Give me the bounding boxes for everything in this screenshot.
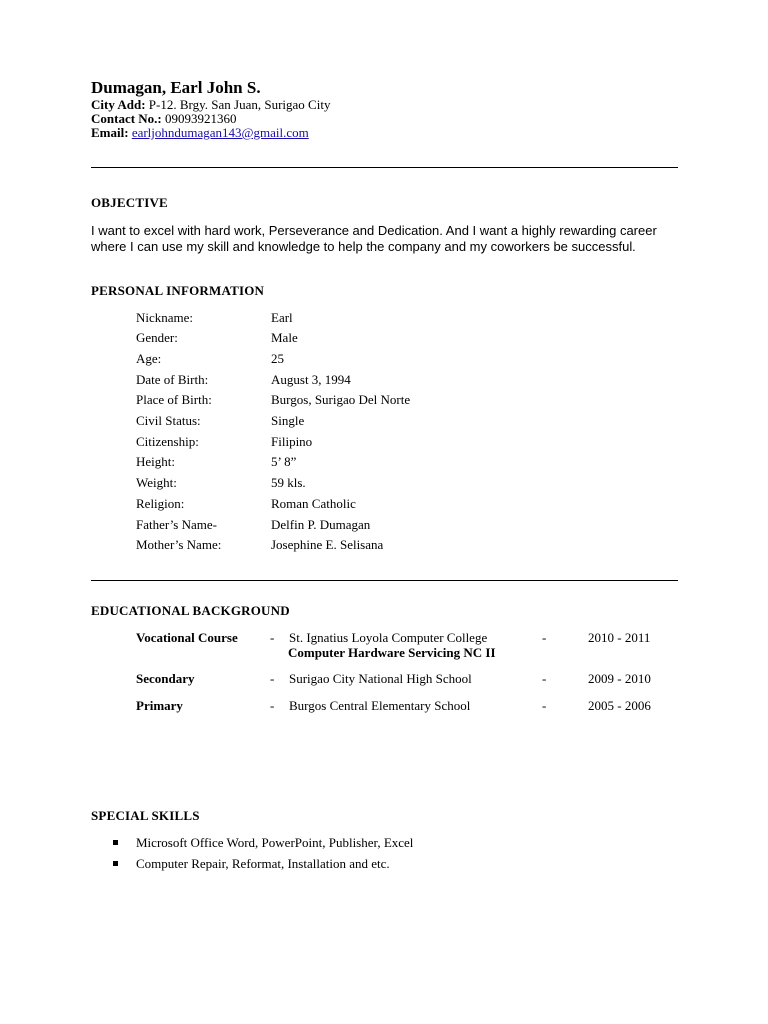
pi-value-pob: Burgos, Surigao Del Norte [271, 392, 411, 407]
edu-school-primary: Burgos Central Elementary School [289, 698, 471, 713]
pi-value-age: 25 [271, 351, 284, 366]
objective-text [91, 223, 671, 254]
pi-label-weight: Weight: [136, 475, 177, 490]
edu-years-secondary: 2009 - 2010 [588, 671, 651, 686]
pi-label-pob: Place of Birth: [136, 392, 212, 407]
edu-dash: - [542, 671, 547, 686]
skill-item: Computer Repair, Reformat, Installation and etc. [136, 856, 390, 871]
pi-value-father: Delfin P. Dumagan [271, 517, 371, 532]
pi-value-weight: 59 kls. [271, 475, 306, 490]
pi-label-height: Height: [136, 454, 175, 469]
objective-end: . [632, 238, 636, 254]
pi-value-dob: August 3, 1994 [271, 372, 351, 387]
bullet-icon [113, 840, 118, 845]
address-label: City Add: [91, 97, 146, 112]
edu-dash: - [270, 698, 275, 713]
contact-value: 09093921360 [165, 111, 237, 126]
edu-school-secondary: Surigao City National High School [289, 671, 472, 686]
edu-detail-vocational: Computer Hardware Servicing NC II [288, 645, 496, 660]
pi-label-father: Father’s Name- [136, 517, 217, 532]
skill-item: Microsoft Office Word, PowerPoint, Publisher, Excel [136, 835, 414, 850]
edu-level-primary: Primary [136, 698, 183, 713]
pi-value-civil-status: Single [271, 413, 305, 428]
pi-label-civil-status: Civil Status: [136, 413, 201, 428]
email-line [91, 125, 309, 141]
objective-heading: OBJECTIVE [91, 195, 168, 210]
skills-heading: SPECIAL SKILLS [91, 808, 200, 823]
email-link[interactable]: earljohndumagan143@gmail.com [131, 125, 309, 140]
edu-dash: - [542, 630, 547, 645]
pi-value-religion: Roman Catholic [271, 496, 356, 511]
pi-label-age: Age: [136, 351, 162, 366]
objective-body: I want to excel with hard work, Perseverance and Dedication. And I want a highly rewarding career where I can use my skill and knowledge to help the company and my coworkers be successful [91, 223, 657, 254]
pi-value-gender: Male [271, 330, 298, 345]
pi-label-gender: Gender: [136, 330, 178, 345]
personal-info-heading: PERSONAL INFORMATION [91, 283, 265, 298]
pi-label-citizenship: Citizenship: [136, 434, 199, 449]
pi-value-nickname: Earl [271, 310, 293, 325]
edu-level-vocational: Vocational Course [136, 630, 238, 645]
pi-label-mother: Mother’s Name: [136, 537, 222, 552]
edu-dash: - [542, 698, 547, 713]
education-heading: EDUCATIONAL BACKGROUND [91, 603, 290, 618]
divider-top [91, 167, 678, 168]
edu-years-primary: 2005 - 2006 [588, 698, 651, 713]
applicant-name: Dumagan, Earl John S. [91, 78, 261, 97]
edu-dash: - [270, 630, 275, 645]
edu-level-secondary: Secondary [136, 671, 195, 686]
pi-value-height: 5’ 8” [271, 454, 297, 469]
edu-dash: - [270, 671, 275, 686]
bullet-icon [113, 861, 118, 866]
contact-label: Contact No.: [91, 111, 162, 126]
pi-label-religion: Religion: [136, 496, 185, 511]
edu-years-vocational: 2010 - 2011 [588, 630, 651, 645]
pi-label-dob: Date of Birth: [136, 372, 209, 387]
pi-value-citizenship: Filipino [271, 434, 313, 449]
email-label: Email: [91, 125, 129, 140]
pi-value-mother: Josephine E. Selisana [271, 537, 384, 552]
edu-school-vocational: St. Ignatius Loyola Computer College [289, 630, 488, 645]
pi-label-nickname: Nickname: [136, 310, 194, 325]
divider-middle [91, 580, 678, 581]
address-value: P-12. Brgy. San Juan, Surigao City [148, 97, 331, 112]
